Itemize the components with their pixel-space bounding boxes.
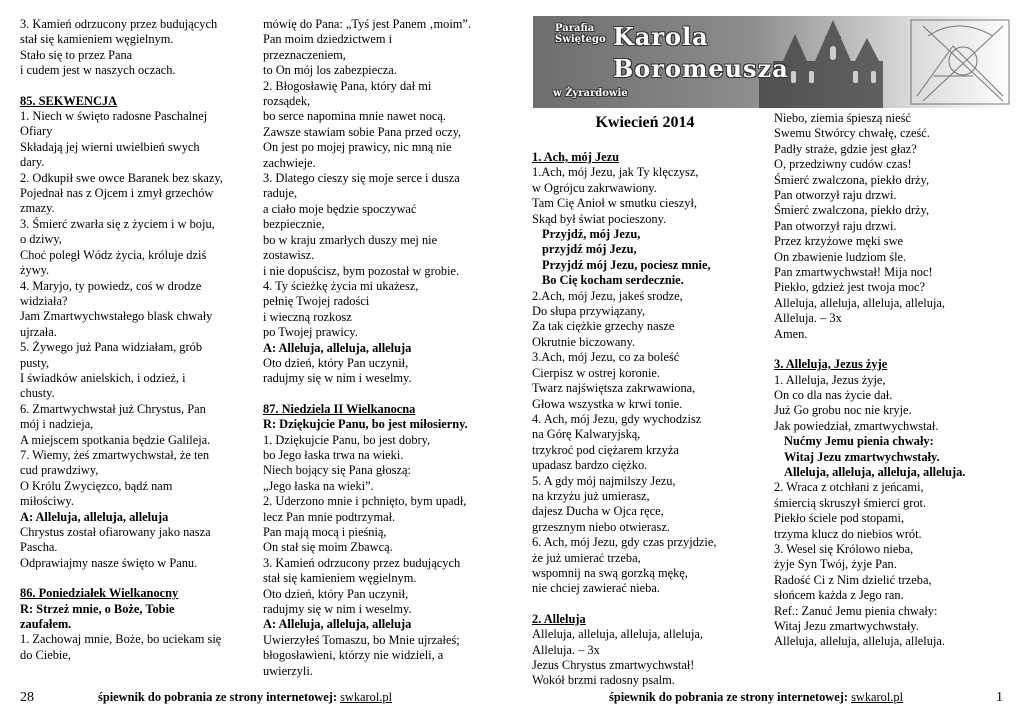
- banner-boromeusza: Boromeusza: [613, 54, 789, 83]
- text-line: Przez krzyżowe męki swe: [774, 234, 904, 249]
- text-line: 1.Ach, mój Jezu, jak Ty klęczysz,: [532, 165, 699, 180]
- text-line: słońcem każda z Jego ran.: [774, 588, 904, 603]
- text-line: Oto dzień, który Pan uczynił,: [263, 586, 409, 601]
- text-line: Odprawiajmy nasze święto w Panu.: [20, 555, 198, 570]
- text-line: przeznaczeniem,: [263, 47, 346, 62]
- text-line: 5. Żywego już Pana widziałam, grób: [20, 340, 203, 355]
- text-line: Do słupa przywiązany,: [532, 304, 646, 319]
- text-line: Jam Zmartwychwstałego blask chwały: [20, 309, 213, 324]
- text-line: Alleluja, alleluja, alleluja, alleluja.: [784, 464, 966, 479]
- stanza-gap: [20, 79, 250, 94]
- banner-location: w Żyrardowie: [553, 88, 628, 99]
- text-line: raduje,: [263, 186, 298, 201]
- text-line: i cudem jest w naszych oczach.: [20, 63, 176, 78]
- text-line: Chrystus został ofiarowany jako nasza: [20, 525, 211, 539]
- text-line: stał się kamieniem węgielnym.: [20, 32, 174, 47]
- text-line: On stał się moim Zbawcą.: [263, 540, 393, 555]
- text-line: Już Go grobu noc nie kryje.: [774, 403, 912, 418]
- text-line: I świadków anielskich, i odzież, i: [20, 370, 186, 385]
- text-line: bo serce napomina mnie nawet nocą.: [263, 109, 447, 124]
- text-line: żywy.: [20, 263, 50, 278]
- text-line: A miejscem spotkania będzie Galileja.: [20, 432, 211, 447]
- text-line: Ref.: Zanuć Jemu pienia chwały:: [774, 603, 938, 618]
- text-line: 3. Dlatego cieszy się moje serce i dusza: [263, 171, 460, 186]
- text-line: bezpiecznie,: [263, 217, 325, 232]
- text-line: Okrutnie biczowany.: [532, 334, 636, 349]
- text-line: zaufałem.: [20, 617, 72, 632]
- footer-link[interactable]: swkarol.pl: [851, 690, 904, 704]
- text-line: dary.: [20, 155, 45, 170]
- text-line: Pan zmartwychwstał! Mija noc!: [774, 265, 933, 280]
- text-line: trzykroć pod ciężarem krzyża: [532, 442, 679, 457]
- text-line: A: Alleluja, alleluja, alleluja: [263, 617, 412, 632]
- section-heading: 86. Poniedziałek Wielkanocny: [20, 586, 179, 601]
- text-line: śmiercią skruszył śmierci grot.: [774, 495, 927, 510]
- text-line: wspomnij na swą gorzką mękę,: [532, 565, 688, 580]
- text-line: 6. Zmartwychwstał już Chrystus, Pan: [20, 401, 206, 416]
- stanza-gap: [532, 597, 764, 612]
- text-line: że już umierać trzeba,: [532, 550, 641, 565]
- right-footer: [609, 690, 903, 705]
- text-line: Głowa wszystka w krwi tonie.: [532, 396, 683, 411]
- text-line: 7. Wiemy, żeś zmartwychwstał, że ten: [20, 447, 210, 462]
- left-footer: [98, 690, 392, 705]
- text-line: Niech bojący się Pana głoszą:: [263, 463, 411, 478]
- text-line: o dziwy,: [20, 232, 62, 247]
- text-line: radujmy się w nim i weselmy.: [263, 602, 412, 617]
- text-line: On zbawienie ludziom śle.: [774, 249, 907, 264]
- text-line: 6. Ach, mój Jezu, gdy czas przyjdzie,: [532, 535, 717, 550]
- right-page-column-1: [532, 150, 764, 689]
- text-line: On co dla nas życie dał.: [774, 387, 893, 402]
- text-line: Jezus Chrystus zmartwychwstał!: [532, 658, 695, 672]
- text-line: Witaj Jezu zmartwychwstały.: [784, 449, 940, 464]
- text-line: uwierzyli.: [263, 663, 313, 678]
- text-line: mój i nadzieja,: [20, 417, 94, 432]
- right-page-column-2: [774, 111, 1014, 650]
- text-line: błogosławieni, którzy nie widzieli, a: [263, 648, 444, 663]
- right-page-number: 1: [996, 690, 1003, 705]
- text-line: mówię do Pana: „Tyś jest Panem ‚moim”.: [263, 17, 472, 31]
- text-line: Oto dzień, który Pan uczynił,: [263, 355, 409, 370]
- text-line: radujmy się w nim i weselmy.: [263, 371, 412, 386]
- text-line: Tam Cię Anioł w smutku cieszył,: [532, 196, 698, 211]
- text-line: 3. Wesel się Królowo nieba,: [774, 541, 914, 556]
- text-line: Padły straże, gdzie jest głaz?: [774, 141, 917, 156]
- text-line: Pan mają mocą i pieśnią,: [263, 525, 387, 539]
- text-line: Śmierć zwalczona, piekło drży,: [774, 203, 930, 218]
- text-line: Pojednał nas z Ojcem i zmył grzechów: [20, 186, 214, 201]
- text-line: 5. A gdy mój najmilszy Jezu,: [532, 473, 676, 488]
- text-line: rozsądek,: [263, 94, 311, 109]
- text-line: 4. Ty ścieżkę życia mi ukażesz,: [263, 278, 419, 293]
- text-line: Piekło ściele pod stopami,: [774, 511, 905, 526]
- text-line: dajesz Ducha w Ojca ręce,: [532, 504, 664, 519]
- text-line: O, przedziwny cudów czas!: [774, 157, 912, 172]
- text-line: zmazy.: [20, 201, 55, 216]
- stanza-gap: [263, 387, 495, 402]
- text-line: Alleluja. – 3x: [774, 311, 842, 326]
- text-line: 2.Ach, mój Jezu, jakeś srodze,: [532, 288, 683, 303]
- text-line: A: Alleluja, alleluja, alleluja: [263, 340, 412, 355]
- banner-parafia: Parafia: [555, 23, 595, 34]
- text-line: R: Strzeż mnie, o Boże, Tobie: [20, 601, 175, 616]
- text-line: Śmierć zwalczona, piekło drży,: [774, 172, 930, 187]
- text-line: lecz Pan mnie podtrzymał.: [263, 509, 396, 524]
- text-line: Skąd był świat pocieszony.: [532, 211, 667, 226]
- text-line: zachwieje.: [263, 155, 316, 170]
- text-line: Pan otworzył raju drzwi.: [774, 218, 897, 233]
- text-line: 1. Dziękujcie Panu, bo jest dobry,: [263, 432, 431, 447]
- banner-karola: Karola: [613, 22, 709, 51]
- text-line: 2. Uderzono mnie i pchnięto, bym upadł,: [263, 494, 467, 509]
- text-line: ujrzała.: [20, 324, 57, 339]
- text-line: Przyjdź mój Jezu, pociesz mnie,: [542, 257, 711, 272]
- text-line: 3. Śmierć zwarła się z życiem i w boju,: [20, 216, 215, 231]
- section-heading: 87. Niedziela II Wielkanocna: [263, 401, 416, 416]
- left-page-column-1: [20, 17, 250, 663]
- text-line: upadasz bardzo ciężko.: [532, 458, 648, 473]
- section-heading: 1. Ach, mój Jezu: [532, 150, 620, 164]
- stanza-gap: [20, 571, 250, 586]
- month-heading: Kwiecień 2014: [595, 114, 695, 131]
- text-line: Alleluja, alleluja, alleluja, alleluja,: [532, 627, 703, 642]
- text-line: pełnię Twojej radości: [263, 294, 370, 309]
- section-heading: 3. Alleluja, Jezus żyje: [774, 357, 888, 372]
- text-line: Witaj Jezu zmartwychwstały.: [774, 619, 919, 633]
- text-line: Niebo, ziemia śpieszą nieść: [774, 111, 911, 125]
- text-line: 2. Wraca z otchłani z jeńcami,: [774, 480, 924, 495]
- text-line: do Ciebie,: [20, 647, 71, 662]
- text-line: Swemu Stwórcy chwałę, cześć.: [774, 126, 930, 141]
- text-line: stał się kamieniem węgielnym.: [263, 571, 417, 586]
- text-line: Twarz najświętsza zakrwawiona,: [532, 381, 696, 396]
- text-line: Alleluja, alleluja, alleluja, alleluja,: [774, 295, 945, 310]
- text-line: przyjdź mój Jezu,: [542, 242, 637, 257]
- text-line: Za tak ciężkie grzechy nasze: [532, 319, 675, 334]
- text-line: bo Jego łaska trwa na wieki.: [263, 447, 404, 462]
- section-heading: 2. Alleluja: [532, 611, 586, 626]
- text-line: po Twojej prawicy.: [263, 325, 358, 340]
- text-line: bo w kraju zmarłych duszy mej nie: [263, 232, 438, 247]
- text-line: i nie dopuścisz, bym pozostał w grobie.: [263, 263, 460, 278]
- text-line: Ofiary: [20, 124, 53, 139]
- text-line: w Ogrójcu zakrwawiony.: [532, 180, 657, 195]
- text-line: Pascha.: [20, 540, 58, 555]
- text-line: Pan otworzył raju drzwi.: [774, 188, 897, 203]
- text-line: widziała?: [20, 293, 68, 308]
- text-line: Jak powiedział, zmartwychwstał.: [774, 418, 939, 433]
- text-line: 2. Błogosławię Pana, który dał mi: [263, 78, 432, 93]
- stanza-gap: [774, 342, 1014, 357]
- text-line: 3. Kamień odrzucony przez budujących: [20, 17, 218, 31]
- text-line: „Jego łaska na wieki”.: [263, 478, 374, 493]
- text-line: 1. Alleluja, Jezus żyje,: [774, 372, 886, 387]
- text-line: miłościwy.: [20, 494, 74, 509]
- text-line: żyje Syn Twój, żyje Pan.: [774, 557, 897, 572]
- left-page-column-2: [263, 17, 495, 679]
- left-page-number: 28: [20, 690, 34, 705]
- text-line: Stało się to przez Pana: [20, 47, 133, 62]
- text-line: Alleluja, alleluja, alleluja, alleluja.: [774, 634, 945, 649]
- footer-text: śpiewnik do pobrania ze strony internetowej:: [609, 690, 848, 704]
- text-line: Amen.: [774, 326, 808, 341]
- text-line: 4. Maryjo, ty powiedz, coś w drodze: [20, 278, 202, 293]
- text-line: O Królu Zwycięzco, bądź nam: [20, 478, 173, 493]
- text-line: Przyjdź, mój Jezu,: [542, 227, 641, 242]
- text-line: pusty,: [20, 355, 50, 370]
- text-line: 4. Ach, mój Jezu, gdy wychodzisz: [532, 411, 702, 426]
- section-heading: 85. SEKWENCJA: [20, 93, 118, 108]
- text-line: a ciało moje będzie spoczywać: [263, 201, 417, 216]
- text-line: zostawisz.: [263, 248, 315, 263]
- text-line: trzyma klucz do niebios wrót.: [774, 526, 922, 541]
- text-line: Alleluja. – 3x: [532, 642, 600, 657]
- text-line: nie chciej zawierać nieba.: [532, 581, 660, 596]
- text-line: Piekło, gdzież jest twoja moc?: [774, 280, 926, 295]
- footer-link[interactable]: swkarol.pl: [340, 690, 393, 704]
- text-line: na Górę Kalwaryjską,: [532, 427, 641, 442]
- text-line: i wieczną rozkosz: [263, 309, 352, 324]
- text-line: Zawsze stawiam sobie Pana przed oczy,: [263, 124, 462, 139]
- text-line: Wokół brzmi radosny psalm.: [532, 673, 675, 688]
- text-line: Nućmy Jemu pienia chwały:: [784, 434, 934, 449]
- text-line: na krzyżu już umierasz,: [532, 488, 650, 503]
- text-line: 3. Kamień odrzucony przez budujących: [263, 555, 461, 570]
- text-line: Bo Cię kocham serdecznie.: [542, 273, 684, 288]
- text-line: Radość Ci z Nim dzielić trzeba,: [774, 572, 932, 587]
- text-line: R: Dziękujcie Panu, bo jest miłosierny.: [263, 417, 468, 432]
- text-line: Składają jej wierni uwielbień swych: [20, 139, 200, 154]
- text-line: Choć poległ Wódz życia, króluje dziś: [20, 247, 207, 262]
- text-line: Pan moim dziedzictwem i: [263, 32, 393, 47]
- text-line: 1. Niech w święto radosne Paschalnej: [20, 109, 208, 124]
- text-line: chusty.: [20, 386, 55, 401]
- text-line: to On mój los zabezpiecza.: [263, 63, 397, 78]
- text-line: Uwierzyłeś Tomaszu, bo Mnie ujrzałeś;: [263, 632, 460, 647]
- text-line: 2. Odkupił swe owce Baranek bez skazy,: [20, 170, 223, 185]
- text-line: Cierpisz w ostrej koronie.: [532, 365, 661, 380]
- text-line: 1. Zachowaj mnie, Boże, bo uciekam się: [20, 632, 222, 647]
- text-line: cud prawdziwy,: [20, 463, 99, 478]
- text-line: 3.Ach, mój Jezu, co za boleść: [532, 350, 680, 365]
- text-line: grzesznym niebo otwierasz.: [532, 519, 670, 534]
- banner-swietego: Świętego: [555, 34, 606, 45]
- text-line: On jest po mojej prawicy, nic mną nie: [263, 140, 452, 155]
- footer-text: śpiewnik do pobrania ze strony internetowej:: [98, 690, 337, 704]
- text-line: A: Alleluja, alleluja, alleluja: [20, 509, 169, 524]
- parish-banner: [533, 16, 1014, 108]
